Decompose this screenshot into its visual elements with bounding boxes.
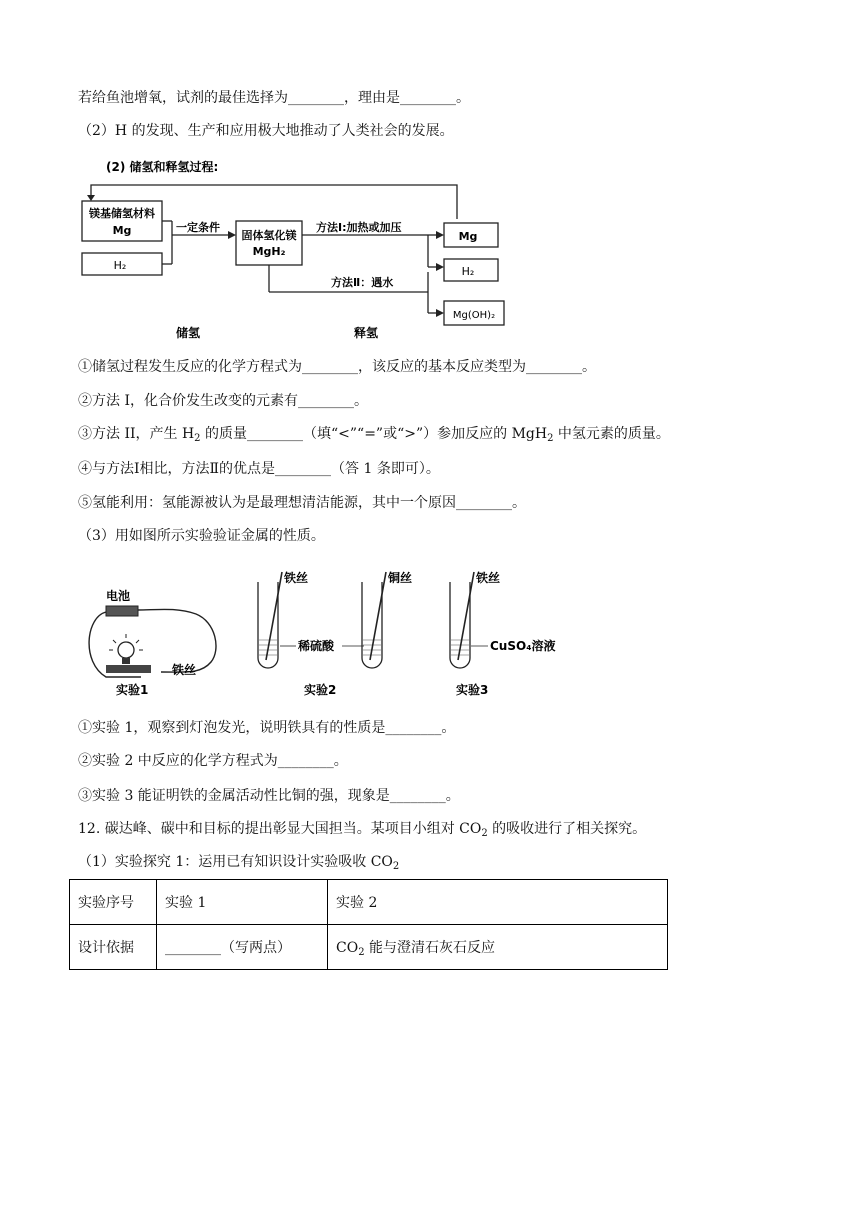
fe-wire-label-3: 铁丝 [476,571,501,585]
table-row [70,880,668,925]
question-12-1 [78,852,399,872]
method1-label: 方法Ⅰ:加热或加压 [316,221,402,234]
experiment-table [69,879,668,970]
fe-wire-label-2: 铁丝 [284,571,309,585]
exp-question-1: ①实验 1，观察到灯泡发光，说明铁具有的性质是________。 [78,720,456,736]
exp3-label: 实验3 [456,683,489,697]
question-3 [78,424,670,444]
table-cell: 实验 1 [157,880,328,925]
diagram-title: (2) 储氢和释氢过程: [106,160,219,174]
out-h2-label: H₂ [461,265,475,278]
q12-1-part-a: （1）实验探究 1：运用已有知识设计实验吸收 CO [78,854,393,870]
battery-label: 电池 [106,589,131,603]
bulb-icon [118,642,134,658]
hydrogen-storage-diagram [76,155,516,345]
out-mg-label: Mg [458,230,478,243]
cu-wire [370,572,386,660]
question-2: ②方法 I，化合价发生改变的元素有________。 [78,393,368,409]
exp2-label: 实验2 [304,683,337,697]
line-fish-oxygen: 若给鱼池增氧，试剂的最佳选择为________，理由是________。 [78,90,470,106]
table-cell: ________（写两点） [157,925,328,970]
table-row [70,925,668,970]
fe-wire-2 [266,572,282,660]
q3-part-c: 中氢元素的质量。 [553,426,670,442]
q3-sub2: 2 [547,433,554,444]
box-h2-label: H₂ [113,259,127,272]
q12-part-b: 的吸收进行了相关探究。 [487,821,647,837]
return-arrowhead [87,195,95,201]
q12-1-sub: 2 [392,861,400,872]
acid-label: 稀硫酸 [298,639,335,653]
q12-sub: 2 [481,828,488,839]
cell-part-a: CO [336,940,359,956]
table-cell: 设计依据 [70,925,157,970]
fe-wire-3 [458,572,474,660]
box-mgh2-label2: MgH₂ [252,245,286,258]
question-5: ⑤氢能利用：氢能源被认为是最理想清洁能源，其中一个原因________。 [78,495,526,511]
box-mgh2 [236,221,302,265]
store-label: 储氢 [175,326,201,340]
release-label: 释氢 [353,326,379,340]
exp-question-3: ③实验 3 能证明铁的金属活动性比铜的强，现象是________。 [78,788,460,804]
bulb-base [106,665,151,673]
line-metal-intro: （3）用如图所示实验验证金属的性质。 [78,528,325,544]
q12-part-a: 12. 碳达峰、碳中和目标的提出彰显大国担当。某项目小组对 CO [78,821,482,837]
table-cell: 实验 2 [328,880,668,925]
exp-question-2: ②实验 2 中反应的化学方程式为________。 [78,753,348,769]
box-mg-label2: Mg [112,224,132,237]
cell-sub: 2 [358,947,365,958]
table-cell: 实验序号 [70,880,157,925]
box-mgh2-label1: 固体氢化镁 [241,229,297,242]
q3-part-a: ③方法 II，产生 H [78,426,195,442]
cond-label: 一定条件 [176,221,220,234]
cu-wire-label: 铜丝 [388,571,413,585]
metal-experiments-diagram [76,562,596,702]
exp1-label: 实验1 [116,683,149,697]
question-1: ①储氢过程发生反应的化学方程式为________，该反应的基本反应类型为________。 [78,359,596,375]
line-hydrogen-intro: （2）H 的发现、生产和应用极大地推动了人类社会的发展。 [78,123,454,139]
q3-part-b: 的质量________（填“<”“=”或“>”）参加反应的 MgH [200,426,548,442]
box-mg-label1: 镁基储氢材料 [89,207,155,220]
q3-sub: 2 [194,433,201,444]
table-cell [328,925,668,970]
cuso4-label: CuSO₄溶液 [490,639,556,653]
out-mgoh2-label: Mg(OH)₂ [452,310,496,321]
fe-wire-label-1: 铁丝 [172,663,197,677]
question-12 [78,819,646,839]
question-4: ④与方法Ⅰ相比，方法Ⅱ的优点是________（答 1 条即可）。 [78,461,440,477]
battery-icon [106,606,138,616]
method2-label: 方法Ⅱ：遇水 [331,276,394,289]
cell-part-b: 能与澄清石灰石反应 [364,940,496,956]
